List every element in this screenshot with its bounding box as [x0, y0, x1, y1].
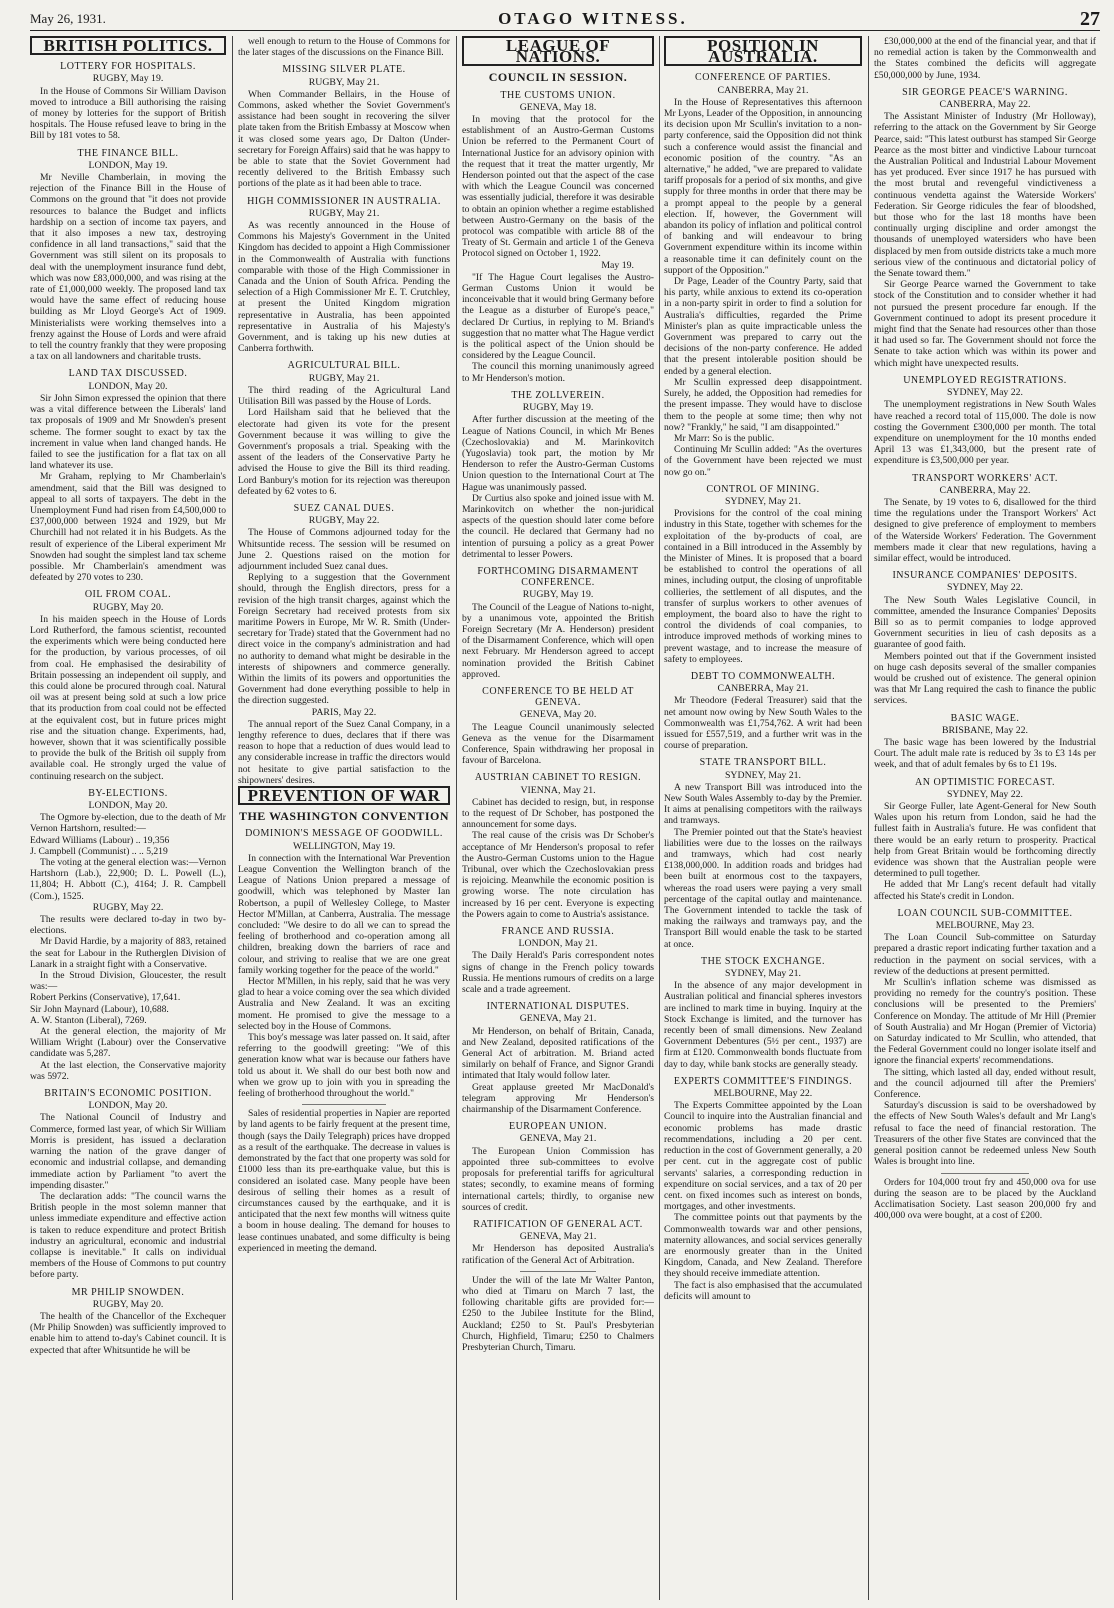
article-paragraph: The New South Wales Legislative Council, in committee, amended the Insurance Companies' Deposits Bill so as to permit companies to lodge approved Government securities in lieu of cash deposits as a guarantee of good faith.: [874, 594, 1096, 651]
article-paragraph: As was recently announced in the House of Commons his Majesty's Government in the United Kingdom has decided to appoint a High Commissioner in the Commonwealth of Australia with functions comparable with those of the High Commissioner in Canada and the Union of South Africa. Pending the selection of a High Commissioner Mr E. T. Crutchley, at present the United Kingdom migration representative in Australia, has been appointed representative in Australia of his Majesty's Government, and is taking up his new duties at Canberra forthwith.: [238, 220, 450, 355]
article-paragraph: Hector M'Millen, in his reply, said that he was very glad to hear a voice coming over the sea which divided Australia and New Zealand. It was an exciting moment. He promised to give the message to a selected boy in the House of Commons.: [238, 976, 450, 1032]
article-paragraph: The real cause of the crisis was Dr Schober's acceptance of Mr Henderson's proposal to refer the Austro-German Customs union to the Hague Tribunal, over which the Czechoslovakian press is rejoicing. Meanwhile the economic position is growing worse. The note circulation has increased by 16 per cent. Everyone is expecting the Powers again to come to Austria's assistance.: [462, 830, 654, 920]
dateline: GENEVA, May 20.: [519, 709, 597, 721]
article-paragraph: Lord Hailsham said that he believed that the electorate had given its vote for the present Government because it was willing to give the Government's proposals a trial. Speaking with the assent of the leaders of the Conservative Party he advised the House to give the Bill its third reading. Lord Banbury's motion for its rejection was thereupon defeated by 62 votes to 6.: [238, 407, 450, 497]
dateline: CANBERRA, May 22.: [939, 484, 1031, 496]
article-headline: AGRICULTURAL BILL.: [287, 360, 401, 372]
section-heading: PREVENTION OF WAR: [238, 786, 450, 805]
article-paragraph: The European Union Commission has appointed three sub-committees to evolve proposals for preferential tariffs for agricultural states; secondly, to examine means of forming international cartels; thirdly, to organise new sources of credit.: [462, 1145, 654, 1213]
article-paragraph: Dr Page, Leader of the Country Party, said that his party, while anxious to extend its co-operation in a non-party spirit in order to find a solution for Australia's difficulties, regarded the Prime Minister's plan as quite impracticable unless the Government was prepared to carry out the decisions of the non-party conference. He added that the present intolerable position should be ended by a general election.: [664, 276, 862, 377]
article-headline: INSURANCE COMPANIES' DEPOSITS.: [892, 570, 1078, 582]
article-paragraph: The declaration adds: "The council warns the British people in the most solemn manner that unless immediate expenditure and effective action is taken to reduce expenditure and protect British industry an agricultural, economic and industrial collapse is inevitable." It calls on individual members of the House of Commons to put country before party.: [30, 1190, 226, 1281]
dateline: LONDON, May 20.: [88, 380, 168, 392]
article-paragraph: This boy's message was later passed on. It said, after referring to the goodwill greeting: "We of this generation know what war is because our fathers have told us about it. We shall do our best both now and when we grow up to join with you in spreading the feeling of brotherhood throughout the world.": [238, 1032, 450, 1100]
article-headline: SIR GEORGE PEACE'S WARNING.: [902, 86, 1068, 98]
dateline: LONDON, May 19.: [88, 159, 168, 171]
dateline: RUGBY, May 19.: [522, 589, 594, 601]
dateline: RUGBY, May 19.: [522, 402, 594, 414]
article-paragraph: He added that Mr Lang's recent default had vitally affected his State's credit in London.: [874, 879, 1096, 902]
article-paragraph: In the absence of any major development in Australian political and financial spheres investors are inclined to mark time in buying. Inquiry at the Stock Exchange is limited, and the turnover has recently been of small dimensions. New Zealand Government Debentures (5½ per cent., 1937) are firm at £120. Commonwealth bonds fluctuate from day to day, while bank stocks are generally steady.: [664, 980, 862, 1070]
column-rule: [232, 36, 233, 1600]
article-headline: COUNCIL IN SESSION.: [488, 70, 628, 85]
article-paragraph: When Commander Bellairs, in the House of Commons, asked whether the Soviet Government's assistance had been sought in recovering the silver plate taken from the British Embassy at Moscow when it was closed some years ago, Dr Dalton (Under-secretary for Foreign Affairs) said that he was happy to be able to state that the Soviet Government had recently delivered to the British Embassy such portions of the plate as it had been able to trace.: [238, 88, 450, 190]
column-rule: [868, 36, 869, 1600]
dateline: SYDNEY, May 21.: [724, 968, 802, 980]
article-headline: STATE TRANSPORT BILL.: [699, 757, 827, 769]
column-rule: [456, 36, 457, 1600]
article-headline: EUROPEAN UNION.: [508, 1121, 608, 1133]
article-paragraph: The League Council unanimously selected Geneva as the venue for the Disarmament Conference, Spain withdrawing her proposal in favour of Barcelona.: [462, 721, 654, 767]
section-heading: BRITISH POLITICS.: [30, 36, 226, 55]
dateline: GENEVA, May 21.: [519, 1013, 597, 1025]
column-rule: [659, 36, 660, 1600]
separator-rule: [941, 1173, 1030, 1174]
dateline: RUGBY, May 21.: [308, 207, 380, 219]
article-headline: LAND TAX DISCUSSED.: [68, 368, 188, 380]
article-headline: THE STOCK EXCHANGE.: [700, 955, 826, 967]
article-paragraph: The unemployment registrations in New South Wales have reached a record total of 115,000. The dole is now costing the Government £300,000 per month. The total expenditure on unemployment for the 10 months ended April 13 was £1,343,000, but the present rate of expenditure is £3,500,000 per year.: [874, 399, 1096, 467]
result-line: A. W. Stanton (Liberal), 7269.: [30, 1014, 147, 1026]
article-paragraph: The Loan Council Sub-committee on Saturday prepared a drastic report indicating further taxation and a reduction in the payment on social services, with a review of the deductions at present permitted.: [874, 932, 1096, 977]
column-1: [30, 36, 226, 1600]
dateline: LONDON, May 20.: [88, 1100, 168, 1112]
article-paragraph: Cabinet has decided to resign, but, in response to the request of Dr Schober, has postponed the announcement for some days.: [462, 796, 654, 831]
masthead: [30, 8, 1100, 31]
dateline: RUGBY, May 20.: [92, 601, 164, 613]
article-paragraph: Orders for 104,000 trout fry and 450,000 ova for use during the season are to be placed by the Auckland Acclimatisation Society. Last season 200,000 fry and 400,000 ova were bought, at a cost of £200.: [874, 1176, 1096, 1222]
dateline: PARIS, May 22.: [311, 706, 377, 718]
article-paragraph: Mr Theodore (Federal Treasurer) said that the net amount now owing by New South Wales to the Commonwealth was £1,754,762. A writ had been issued for £557,519, and a further writ was in the course of preparation.: [664, 695, 862, 752]
article-paragraph: In the House of Commons Sir William Davison moved to introduce a Bill authorising the raising of money by lotteries for the support of British hospitals. The House refused leave to bring in the Bill by 181 votes to 58.: [30, 85, 226, 142]
article-paragraph: Mr Graham, replying to Mr Chamberlain's amendment, said that the Bill was designed to appeal to all sorts of taxpayers. The debt in the Unemployment Fund had risen from £4,500,000 to £37,000,000 between 1924 and 1929, but Mr Churchill had not related it in his Budgets. As the result of experience of the Liberal experiment Mr Snowden had sought the simplest land tax scheme possible. Mr Chamberlain's amendment was defeated by 270 votes to 230.: [30, 471, 226, 584]
article-headline: OIL FROM COAL.: [84, 589, 172, 601]
article-paragraph: Replying to a suggestion that the Government should, through the English directors, press for a revision of the high transit charges, against which the Foreign Secretary had received protests from six maritime Powers in Europe, Mr W. R. Smith (Under-secretary for Trade) stated that the Government had no direct voice in the company's administration and had no authority to demand what might be desirable in the interests of shipowners and commerce generally. Within the limits of its powers and opportunities the Government had done everything possible to help in the direction suggested.: [238, 572, 450, 707]
dateline: SYDNEY, May 22.: [946, 788, 1024, 800]
article-headline: AUSTRIAN CABINET TO RESIGN.: [474, 772, 642, 784]
article-headline: CONTROL OF MINING.: [706, 483, 820, 495]
column-4: [664, 36, 862, 1600]
article-headline: FORTHCOMING DISARMAMENT CONFERENCE.: [477, 565, 639, 589]
article-headline: THE WASHINGTON CONVENTION: [238, 809, 450, 824]
dateline: SYDNEY, May 21.: [724, 495, 802, 507]
result-line: J. Campbell (Communist) .. .. 5,219: [30, 845, 168, 857]
newspaper-title: OTAGO WITNESS.: [498, 9, 688, 28]
article-paragraph: Continuing Mr Scullin added: "As the overtures of the Government have been rejected we must now go on.": [664, 444, 862, 478]
article-paragraph: The results were declared to-day in two by-elections.: [30, 914, 226, 937]
article-headline: RATIFICATION OF GENERAL ACT.: [473, 1218, 643, 1230]
article-headline: LOTTERY FOR HOSPITALS.: [60, 61, 196, 73]
column-5: [874, 36, 1096, 1600]
article-headline: UNEMPLOYED REGISTRATIONS.: [903, 374, 1067, 386]
article-paragraph: Under the will of the late Mr Walter Panton, who died at Timaru on March 7 last, the following charitable gifts are provided for:—£250 to the Jubilee Institute for the Blind, Auckland; £250 to St. Paul's Presbyterian Church, Highfield, Timaru; £250 to Chalmers Presbyterian Church, Timaru.: [462, 1274, 654, 1353]
issue-date: May 26, 1931.: [30, 11, 106, 26]
dateline: GENEVA, May 21.: [519, 1231, 597, 1243]
article-paragraph: The sitting, which lasted all day, ended without result, and the council adjourned till after the Premiers' Conference.: [874, 1066, 1096, 1101]
article-paragraph: The Premier pointed out that the State's heaviest liabilities were due to the losses on the railways and tramways, which had cost nearly £138,000,000. In addition roads and bridges had been built at enormous cost to the taxpayers, whereas the road users were paying a very small percentage of the capital outlay and maintenance. The Government intended to tackle the task of making the railways and tramways pay, and the Transport Bill would enable the task to be started at once.: [664, 826, 862, 950]
dateline: RUGBY, May 21.: [308, 76, 380, 88]
article-headline: CONFERENCE TO BE HELD AT GENEVA.: [482, 685, 634, 709]
article-paragraph: Sir John Simon expressed the opinion that there was a vital difference between the Liberals' land tax proposals of 1909 and Mr Snowden's present scheme. The former sought to exact by tax the increment in value when land changed hands. He failed to see the justification for a flat tax on all land whatever its use.: [30, 392, 226, 472]
article-paragraph: Sir George Fuller, late Agent-General for New South Wales upon his return from London, said he had the fullest faith in Australia's future. He was confident that there would be an early return to prosperity. Practical help from Great Britain would be forthcoming directly evidence was shown that the Australian people were determined to pull together.: [874, 801, 1096, 880]
article-headline: BRITAIN'S ECONOMIC POSITION.: [44, 1088, 212, 1100]
article-paragraph: The House of Commons adjourned today for the Whitsuntide recess. The session will be resumed on June 2. Questions raised on the motion for adjournment included Suez canal dues.: [238, 527, 450, 572]
article-headline: DEBT TO COMMONWEALTH.: [690, 670, 836, 682]
article-paragraph: Mr Henderson, on behalf of Britain, Canada, and New Zealand, deposited ratifications of the General Act of arbitration. M. Briand acted similarly on behalf of France, and Signor Grandi intimated that Italy would follow later.: [462, 1025, 654, 1082]
article-paragraph: The Council of the League of Nations to-night, by a unanimous vote, appointed the British Foreign Secretary (Mr A. Henderson) president of the Disarmament Conference, which will open next February. Mr Henderson agreed to accept nomination provided the British Cabinet approved.: [462, 601, 654, 680]
article-paragraph: Mr Scullin's inflation scheme was dismissed as providing no remedy for the country's position. These conclusions will be presented to the Premiers' Conference on Monday. The attitude of Mr Hill (Premier of South Australia) and Mr Hogan (Premier of Victoria) on Saturday indicated to Mr Scullin, who attended, that the Federal Government could no longer isolate itself and ignore the financial experts' recommendations.: [874, 977, 1096, 1067]
article-paragraph: Mr Marr: So is the public.: [674, 432, 775, 444]
article-paragraph: The committee points out that payments by the Commonwealth towards war and other pensions, maternity allowances, and social services generally are enormously greater than in the United Kingdom, Canada, and New Zealand. Therefore they should receive immediate attention.: [664, 1212, 862, 1280]
dateline: LONDON, May 21.: [518, 938, 598, 950]
article-paragraph: Dr Curtius also spoke and joined issue with M. Marinkovitch on whether the non-juridical aspects of the question should later come before the council. He declared that Germany had no intention of pursuing a policy as a great Power detrimental to lesser Powers.: [462, 492, 654, 560]
dateline: WELLINGTON, May 19.: [292, 840, 396, 852]
article-headline: AN OPTIMISTIC FORECAST.: [915, 776, 1055, 788]
article-paragraph: £30,000,000 at the end of the financial year, and that if no remedial action is taken by the Commonwealth and the States combined the deficits will aggregate £50,000,000 by June, 1934.: [874, 36, 1096, 81]
article-paragraph: The annual report of the Suez Canal Company, in a lengthy reference to dues, declares that if there was reason to hope that a reduction of dues would lead to any considerable increase in traffic the directors would not hesitate to give partial satisfaction to the shipowners' desires.: [238, 718, 450, 786]
article-paragraph: The health of the Chancellor of the Exchequer (Mr Philip Snowden) was sufficiently improved to enable him to attend to-day's Cabinet council. It is expected that after Whitsuntide he will be: [30, 1310, 226, 1356]
result-line: Sir John Maynard (Labour), 10,688.: [30, 1003, 169, 1015]
page-number: 27: [1079, 7, 1100, 30]
article-paragraph: The third reading of the Agricultural Land Utilisation Bill was passed by the House of Lords.: [238, 384, 450, 408]
dateline: BRISBANE, May 22.: [941, 724, 1028, 736]
article-headline: MR PHILIP SNOWDEN.: [71, 1286, 185, 1298]
article-headline: DOMINION'S MESSAGE OF GOODWILL.: [245, 828, 443, 840]
article-headline: SUEZ CANAL DUES.: [293, 502, 395, 514]
dateline: MELBOURNE, May 22.: [713, 1088, 813, 1100]
article-paragraph: At the general election, the majority of Mr William Wright (Labour) over the Conservative candidate was 5,287.: [30, 1026, 226, 1060]
article-headline: THE FINANCE BILL.: [77, 147, 179, 159]
article-paragraph: The Experts Committee appointed by the Loan Council to inquire into the Australian financial and economic problems has made drastic recommendations, including a 20 per cent. reduction in the cost of Government generally, a 20 per cent. cut in the aggregate cost of public servants' salaries, a corresponding reduction in expenditure on social services, and a tax of 20 per cent. on fixed incomes such as interest on bonds, mortgages, and other investments.: [664, 1100, 862, 1213]
article-headline: BY-ELECTIONS.: [88, 787, 168, 799]
article-headline: HIGH COMMISSIONER IN AUSTRALIA.: [247, 195, 441, 207]
separator-rule: [520, 1271, 597, 1272]
article-paragraph: Sales of residential properties in Napier are reported by land agents to be fairly frequent at the present time, though (says the Daily Telegraph) prices have dropped as a result of the earthquake. The decrease in values is demonstrated by the fact that one property was sold for £1000 less than its pre-earthquake value, but this is considered an isolated case. Many people have been desirous of selling their homes as a result of circumstances caused by the earthquake, and it is anticipated that the next few months will witness quite a boom in house dealing. The demand for houses to lease continues unabated, and some difficulty is being experienced in meeting the demand.: [238, 1108, 450, 1254]
dateline: SYDNEY, May 21.: [724, 769, 802, 781]
dateline: SYDNEY, May 22.: [946, 387, 1024, 399]
article-paragraph: The voting at the general election was:—Vernon Hartshorn (Lab.), 22,900; D. L. Powell (L.), 11,804; H. Abbott (C.), 4164; J. R. Campbell (Com.), 1525.: [30, 857, 226, 902]
article-paragraph: After further discussion at the meeting of the League of Nations Council, in which Mr Benes (Czechoslovakia) and M. Marinkovitch (Yugoslavia) took part, the motion by Mr Henderson to refer the Austro-German Customs Union question to the International Court at The Hague was unanimously passed.: [462, 414, 654, 493]
article-headline: LOAN COUNCIL SUB-COMMITTEE.: [897, 907, 1073, 919]
dateline: CANBERRA, May 21.: [717, 683, 809, 695]
dateline: GENEVA, May 18.: [519, 101, 597, 113]
dateline: CANBERRA, May 22.: [939, 99, 1031, 111]
dateline: RUGBY, May 22.: [92, 901, 164, 913]
article-paragraph: In the House of Representatives this afternoon Mr Lyons, Leader of the Opposition, in announcing its decision upon Mr Scullin's invitation to a non-party conference, said the Opposition did not think such a conference would assist the financial and economic position of the country. "As an alternative," he added, "we are prepared to validate tariff proposals for a period of six months, and give supply for three months in order that there may be a prompt appeal to the people by a general election. If, however, the Government will abandon its policy of inflation and political control of banking and will endeavour to bring Government expenditure within its income within a reasonable time it can definitely count on the support of the Opposition.": [664, 96, 862, 276]
dateline: RUGBY, May 21.: [308, 372, 380, 384]
article-paragraph: well enough to return to the House of Commons for the later stages of the discussions on the Finance Bill.: [238, 36, 450, 59]
article-paragraph: In the Stroud Division, Gloucester, the result was:—: [30, 970, 226, 993]
result-line: Edward Williams (Labour) .. 19,356: [30, 834, 170, 846]
dateline: SYDNEY, May 22.: [946, 582, 1024, 594]
article-paragraph: At the last election, the Conservative majority was 5972.: [30, 1059, 226, 1082]
article-headline: TRANSPORT WORKERS' ACT.: [912, 472, 1058, 484]
article-paragraph: Sir George Pearce warned the Government to take stock of the Constitution and to consider whether it had not pursued the present procedure far enough. If the Government continued to adopt its present procedure it might find that the Senate had resources other than those it had used so far. The Government should not force the Senate to take action which was within its power and which might have unexpected results.: [874, 279, 1096, 369]
article-headline: INTERNATIONAL DISPUTES.: [486, 1001, 630, 1013]
dateline: RUGBY, May 20.: [92, 1298, 164, 1310]
article-paragraph: The fact is also emphasised that the accumulated deficits will amount to: [664, 1279, 862, 1302]
article-paragraph: The National Council of Industry and Commerce, formed last year, of which Sir William Morris is president, has issued a declaration warning the nation of the grave danger of economic and industrial collapse, and demanding immediate action by Parliament "to avert the impending disaster.": [30, 1112, 226, 1191]
article-paragraph: The Daily Herald's Paris correspondent notes signs of change in the French policy towards Russia. He mentions rumours of credits on a large scale and a trade agreement.: [462, 950, 654, 996]
article-paragraph: In connection with the International War Prevention League Convention the Wellington branch of the League of Nations Union prepared a message of goodwill, which was telephoned by Master Ian Robertson, a pupil of Wellesley College, to Master Hector M'Millan, at Canberra, Australia. The message concluded: "We desire to do all we can to spread the feeling of brotherhood and co-operation among all children, breaking down the barriers of race and colour, and striving to realise that we are one great family working together for the peace of the world.": [238, 852, 450, 976]
article-paragraph: A new Transport Bill was introduced into the New South Wales Assembly to-day by the Premier. It aims at penalising competitors with the railways and tramways.: [664, 781, 862, 827]
article-paragraph: Mr Neville Chamberlain, in moving the rejection of the Finance Bill in the House of Commons on the ground that "it does not provide resources to balance the Budget and inflicts hardship on a section of income tax payers, and that it also imposes a new tax, destroying confidence in all land transactions," said that the Government was still silent on its proposals to deal with the unemployment insurance fund debt, which was now £83,000,000, and was rising at the rate of £1,000,000 weekly. The proposed land tax would have the same effect of reducing house building as Mr Lloyd George's Act of 1909. Ministerialists were working themselves into a frenzy against the House of Lords and were afraid to tell the country frankly that they were proposing a tax on all landowners and charitable trusts.: [30, 172, 226, 363]
column-2: [238, 36, 450, 1600]
dateline: LONDON, May 20.: [88, 800, 168, 811]
article-paragraph: The council this morning unanimously agreed to Mr Henderson's motion.: [462, 361, 654, 384]
article-paragraph: Mr Henderson has deposited Australia's ratification of the General Act of Arbitration.: [462, 1243, 654, 1266]
dateline: MELBOURNE, May 23.: [935, 920, 1035, 932]
article-headline: THE CUSTOMS UNION.: [500, 89, 616, 101]
article-headline: CONFERENCE OF PARTIES.: [695, 72, 831, 84]
article-headline: THE ZOLLVEREIN.: [511, 389, 605, 401]
column-3: [462, 36, 654, 1600]
result-line: Robert Perkins (Conservative), 17,641.: [30, 992, 181, 1004]
article-paragraph: The Assistant Minister of Industry (Mr Holloway), referring to the attack on the Government by Sir George Pearce, said: "This latest outburst has stamped Sir George Pearce as the most bitter and vindictive Labour turncoat the Australian Political and Industrial Labour Movement has yet produced. Ever since 1917 he has pursued with the most brutal and revengeful vindictiveness a continuous vendetta against the Waterside Workers' Federation. Sir George ridicules the fear of bloodshed, but those who for the last 18 months have been continually urging discipline and order amongst the thousands of unemployed watersiders who have been displaced by men from outside districts take a much more serious view of the continuous and dictatorial policy of the Senate toward them.": [874, 111, 1096, 280]
dateline: May 19.: [601, 259, 634, 271]
article-paragraph: The Senate, by 19 votes to 6, disallowed for the third time the regulations under the Transport Workers' Act designed to give preference of employment to members of the Waterside Workers' Federation. The Government members made it clear that new regulations, having a similar effect, would be introduced.: [874, 496, 1096, 564]
article-headline: EXPERTS COMMITTEE'S FINDINGS.: [673, 1075, 853, 1087]
article-headline: BASIC WAGE.: [950, 712, 1020, 724]
article-paragraph: The basic wage has been lowered by the Industrial Court. The adult male rate is reduced by 3s to £3 14s per week, and that of adult females by 6s to £1 19s.: [874, 736, 1096, 771]
section-heading: LEAGUE OF NATIONS.: [462, 36, 654, 66]
article-paragraph: Members pointed out that if the Government insisted on huge cash deposits several of the smaller companies would be crushed out of existence. The general opinion was that Mr Lang required the cash to finance the public services.: [874, 650, 1096, 707]
article-paragraph: "If The Hague Court legalises the Austro-German Customs Union it would be inconceivable that it would bring Germany before the League as a disturber of Europe's peace," declared Dr Curtius, in replying to M. Briand's suggestion that no matter what The Hague verdict is the political aspect of the Union should be considered by the League Council.: [462, 271, 654, 362]
article-paragraph: In his maiden speech in the House of Lords Lord Rutherford, the famous scientist, recounted the experiments which were being conducted here for the production, by various processes, of oil from coal. He emphasised the desirability of Britain possessing an independent oil supply, and this could alone be procured through coal. Natural oil was at present being sold at such a low price that its production from coal could not be effected at the equivalent cost, but in future prices might rise and the situation change. Experiments, had, however, shown that it was scientifically possible to provide the bulk of the British oil supply from available coal. He strongly urged the value of continuing research on the subject.: [30, 613, 226, 782]
article-paragraph: Provisions for the control of the coal mining industry in this State, together with schemes for the exploitation of the by-products of coal, are contained in a Bill introduced in the Assembly by the Minister of Mines. It is proposed that a board be established to control the operations of all mines, including output, the closing of unprofitable collieries, the settlement of all disputes, and the transfer of surplus workers to other avenues of employment, the board also to have the right to control the dividends of coal companies, to introduce improved methods of working mines to prevent wastage, and to increase the measure of safety to employees.: [664, 508, 862, 665]
dateline: CANBERRA, May 21.: [717, 84, 809, 96]
article-paragraph: Great applause greeted Mr MacDonald's telegram approving Mr Henderson's chairmanship of the Disarmament Conference.: [462, 1081, 654, 1116]
separator-rule: [302, 1104, 387, 1105]
section-heading: POSITION IN AUSTRALIA.: [664, 36, 862, 66]
article-paragraph: In moving that the protocol for the establishment of an Austro-German Customs Union be referred to the Permanent Court of International Justice for an advisory opinion with the request that it treat the matter urgently, Mr Henderson pointed out that the aspect of the case with which the League Council was concerned was essentially judicial, therefore it was desirable to obtain an opinion whether a regime established between Austro-Germany on the basis of the protocol was compatible with article 88 of the Treaty of St. Germain and article 1 of the Geneva Protocol signed on October 1, 1922.: [462, 114, 654, 260]
article-paragraph: Mr David Hardie, by a majority of 883, retained the seat for Labour in the Rutherglen Division of Lanark in a straight fight with a Conservative.: [30, 936, 226, 970]
dateline: GENEVA, May 21.: [519, 1133, 597, 1145]
article-headline: FRANCE AND RUSSIA.: [501, 926, 615, 938]
dateline: RUGBY, May 19.: [92, 73, 164, 85]
article-paragraph: Saturday's discussion is said to be overshadowed by the effects of New South Wales's default and Mr Lang's refusal to face the need of financial restoration. The Treasurers of the other five States are convinced that the general position cannot be redeemed unless New South Wales is brought into line.: [874, 1100, 1096, 1168]
article-headline: MISSING SILVER PLATE.: [282, 64, 406, 76]
dateline: RUGBY, May 22.: [308, 515, 380, 527]
article-paragraph: The Ogmore by-election, due to the death of Mr Vernon Hartshorn, resulted:—: [30, 812, 226, 835]
dateline: VIENNA, May 21.: [520, 784, 596, 796]
article-paragraph: Mr Scullin expressed deep disappointment. Surely, he added, the Opposition had remedies for the present impasse. They would have to disclose them to the people at some time; then why not now? "Frankly," he said, "I am disappointed.": [664, 376, 862, 433]
